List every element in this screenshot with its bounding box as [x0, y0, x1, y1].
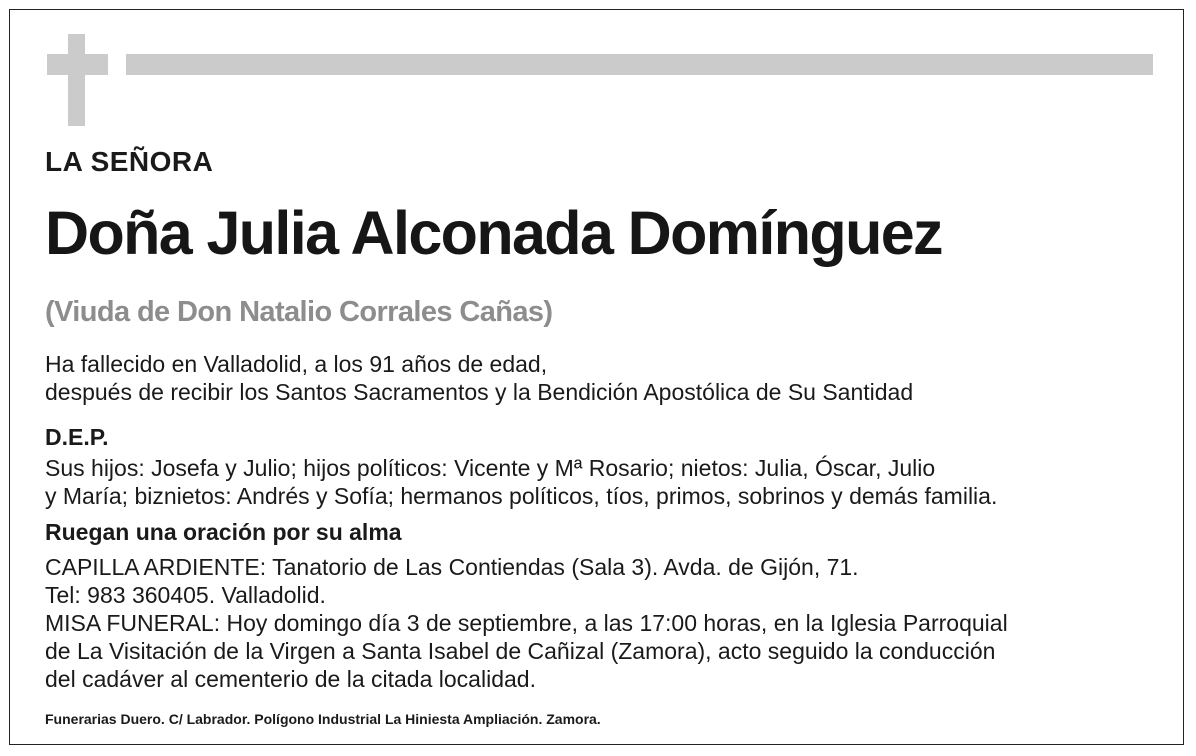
family-paragraph: [45, 454, 997, 510]
family-line: Sus hijos: Josefa y Julio; hijos políticos: Vicente y Mª Rosario; nietos: Julia, Óscar, Julio: [45, 455, 936, 481]
deceased-name: Doña Julia Alconada Domínguez: [45, 199, 942, 267]
service-line: del cadáver al cementerio de la citada localidad.: [45, 666, 536, 692]
prayer-request: Ruegan una oración por su alma: [45, 519, 402, 545]
funeral-home-footer: Funerarias Duero. C/ Labrador. Polígono Industrial La Hiniesta Ampliación. Zamora.: [45, 711, 601, 727]
cross-icon-horizontal-bar: [47, 54, 108, 75]
death-line: después de recibir los Santos Sacramentos y la Bendición Apostólica de Su Santidad: [45, 379, 914, 405]
header-rule: [126, 54, 1153, 75]
service-line: CAPILLA ARDIENTE: Tanatorio de Las Contiendas (Sala 3). Avda. de Gijón, 71.: [45, 554, 859, 580]
service-line: MISA FUNERAL: Hoy domingo día 3 de septiembre, a las 17:00 horas, en la Iglesia Parroquial: [45, 610, 1008, 636]
service-line: Tel: 983 360405. Valladolid.: [45, 582, 326, 608]
intro-title: LA SEÑORA: [45, 146, 214, 177]
widow-of-line: (Viuda de Don Natalio Corrales Cañas): [45, 296, 553, 328]
rip-label: D.E.P.: [45, 424, 109, 450]
death-line: Ha fallecido en Valladolid, a los 91 años de edad,: [45, 351, 548, 377]
death-paragraph: [45, 350, 913, 406]
service-line: de La Visitación de la Virgen a Santa Isabel de Cañizal (Zamora), acto seguido la conducción: [45, 638, 996, 664]
family-line: y María; biznietos: Andrés y Sofía; hermanos políticos, tíos, primos, sobrinos y demás familia.: [45, 483, 998, 509]
service-paragraph: [45, 553, 1008, 693]
cross-icon-vertical-bar: [68, 34, 85, 126]
obituary-notice: [9, 9, 1184, 745]
